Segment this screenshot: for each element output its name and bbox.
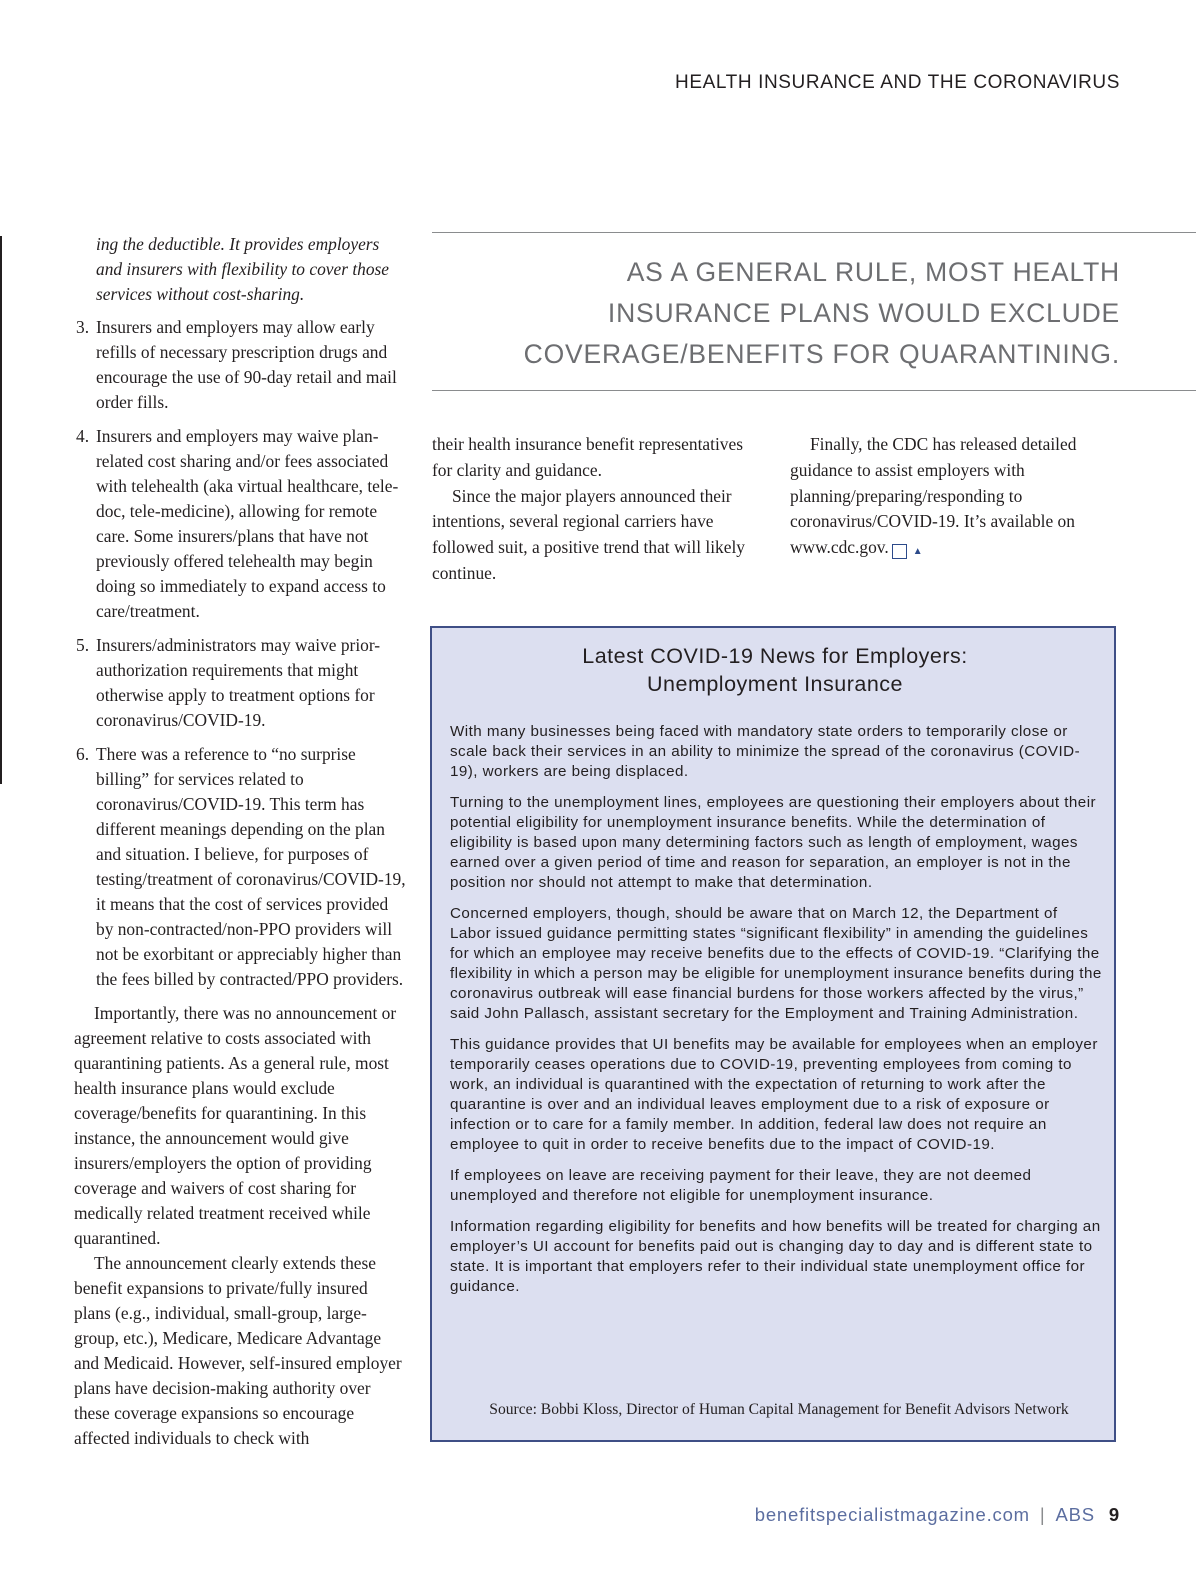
sidebar-paragraph: Turning to the unemployment lines, employees are questioning their employers about their potential eligibility for unemployment insurance benefits. While the determination of eligibility is based upon many determining factors such as length of employment, wages earned over a given period of time and reason for separation, an employer is not in the position nor should not attempt to make that determination. — [450, 794, 1097, 891]
pull-quote-bottom-rule — [432, 390, 1196, 391]
sidebar-title — [470, 642, 1080, 698]
list-item-text: Insurers/administrators may waive prior-authorization requirements that might otherwise apply to treatment options for coronavirus/COVID-19. — [96, 635, 381, 730]
sidebar-paragraph: With many businesses being faced with mandatory state orders to temporarily close or scale back their services in an ability to minimize the spread of the coronavirus (COVID-19), workers are being displaced. — [450, 723, 1081, 780]
page-footer — [600, 1504, 1120, 1526]
sidebar-paragraph: Concerned employers, though, should be aware that on March 12, the Department of Labor issued guidance permitting states “significant flexibility” in amending the guidelines for which an employee may receive benefits due to the effects of COVID-19. “Clarifying the flexibility in which a person may be eligible for unemployment insurance benefits during the coronavirus outbreak will ease financial burdens for those workers affected by the virus,” said John Pallasch, assistant secretary for the Employment and Training Administration. — [450, 905, 1102, 1022]
body-paragraph: Since the major players announced their intentions, several regional carriers have followed suit, a positive trend that will likely continue. — [432, 485, 745, 583]
sidebar-paragraph: Information regarding eligibility for benefits and how benefits will be treated for charging an employer’s UI account for benefits paid out is changing day to day and is different state to state. It is important that employers refer to their individual state unemployment office for guidance. — [450, 1218, 1101, 1295]
body-paragraph — [790, 432, 1122, 561]
list-item-text: Insurers and employers may allow early refills of necessary prescription drugs and encourage the use of 90-day retail and mail order fills. — [96, 317, 397, 412]
left-edge-rule — [0, 236, 2, 784]
list-item — [74, 633, 406, 733]
sidebar-title-line: Unemployment Insurance — [647, 672, 903, 696]
list-number: 5. — [76, 635, 90, 655]
end-of-article-icon: ▲ — [892, 544, 907, 559]
sidebar-paragraph: This guidance provides that UI benefits may be available for employees when an employer temporarily ceases operations due to COVID-19, preventing employees from coming to work, an individual is quarantined with the expectation of returning to work after the quarantine is over and an individual leaves employment due to a risk of exposure or infection or to care for a family member. In addition, federal law does not require an employee to quit in order to receive benefits due to the impact of COVID-19. — [450, 1036, 1098, 1153]
right-column — [790, 432, 1122, 561]
list-item — [74, 315, 406, 415]
list-item — [74, 424, 406, 624]
list-item-text: There was a reference to “no surprise billing” for services related to coronavirus/COVID-19. This term has different meanings depending on the plan and situation. I believe, for purposes of testing/treatment of coronavirus/COVID-19, it means that the cost of services provided by non-contracted/non-PPO providers will not be exorbitant or appreciably higher than the fees billed by contracted/PPO providers. — [96, 744, 406, 989]
sidebar-title-line: Latest COVID-19 News for Employers: — [582, 644, 968, 668]
body-paragraph: Importantly, there was no announcement or agreement relative to costs associated with quarantining patients. As a general rule, most health insurance plans would exclude coverage/benefits for quarantining. In this instance, the announcement would give insurers/employers the option of providing coverage and waivers of cost sharing for medically related treatment received while quarantined. — [74, 1003, 397, 1248]
list-number: 6. — [76, 744, 90, 764]
footer-separator: | — [1039, 1504, 1046, 1525]
left-column — [74, 232, 406, 1451]
list-number: 3. — [76, 317, 90, 337]
pull-quote-top-rule — [432, 232, 1196, 233]
body-paragraph: their health insurance benefit representatives for clarity and guidance. — [432, 434, 743, 480]
running-head: HEALTH INSURANCE AND THE CORONAVIRUS — [675, 72, 1120, 93]
closing-paragraph-text: Finally, the CDC has released detailed guidance to assist employers with planning/preparing/responding to coronavirus/COVID-19. It’s available on www.cdc.gov. — [790, 434, 1077, 558]
middle-column — [432, 432, 764, 587]
list-item — [74, 742, 406, 992]
page-number: 9 — [1108, 1504, 1120, 1525]
body-paragraph: The announcement clearly extends these benefit expansions to private/fully insured plans (e.g., individual, small-group, large-group, etc.), Medicare, Medicare Advantage and Medicaid. However, self-insured employer plans have decision-making authority over these coverage expansions so encourage affected individuals to check with — [74, 1253, 402, 1448]
pull-quote-line: INSURANCE PLANS WOULD EXCLUDE — [607, 298, 1120, 328]
pull-quote — [440, 252, 1120, 375]
sidebar-source: Source: Bobbi Kloss, Director of Human Capital Management for Benefit Advisors Network — [489, 1401, 1069, 1418]
continued-text: ing the deductible. It provides employers and insurers with flexibility to cover those services without cost-sharing. — [96, 234, 390, 304]
list-number: 4. — [76, 426, 90, 446]
pull-quote-line: AS A GENERAL RULE, MOST HEALTH — [626, 257, 1120, 287]
sidebar-paragraph: If employees on leave are receiving payment for their leave, they are not deemed unemployed and therefore not eligible for unemployment insurance. — [450, 1167, 1032, 1204]
pull-quote-line: COVERAGE/BENEFITS FOR QUARANTINING. — [523, 339, 1120, 369]
numbered-list — [74, 315, 406, 992]
sidebar-body — [450, 722, 1102, 1308]
list-item-text: Insurers and employers may waive plan-related cost sharing and/or fees associated with telehealth (aka virtual healthcare, tele-doc, tele-medicine), allowing for remote care. Some insurers/plans that have not previously offered telehealth may begin doing so immediately to expand access to care/treatment. — [96, 426, 399, 621]
footer-magazine: ABS — [1055, 1504, 1095, 1525]
footer-website[interactable]: benefitspecialistmagazine.com — [754, 1504, 1030, 1525]
